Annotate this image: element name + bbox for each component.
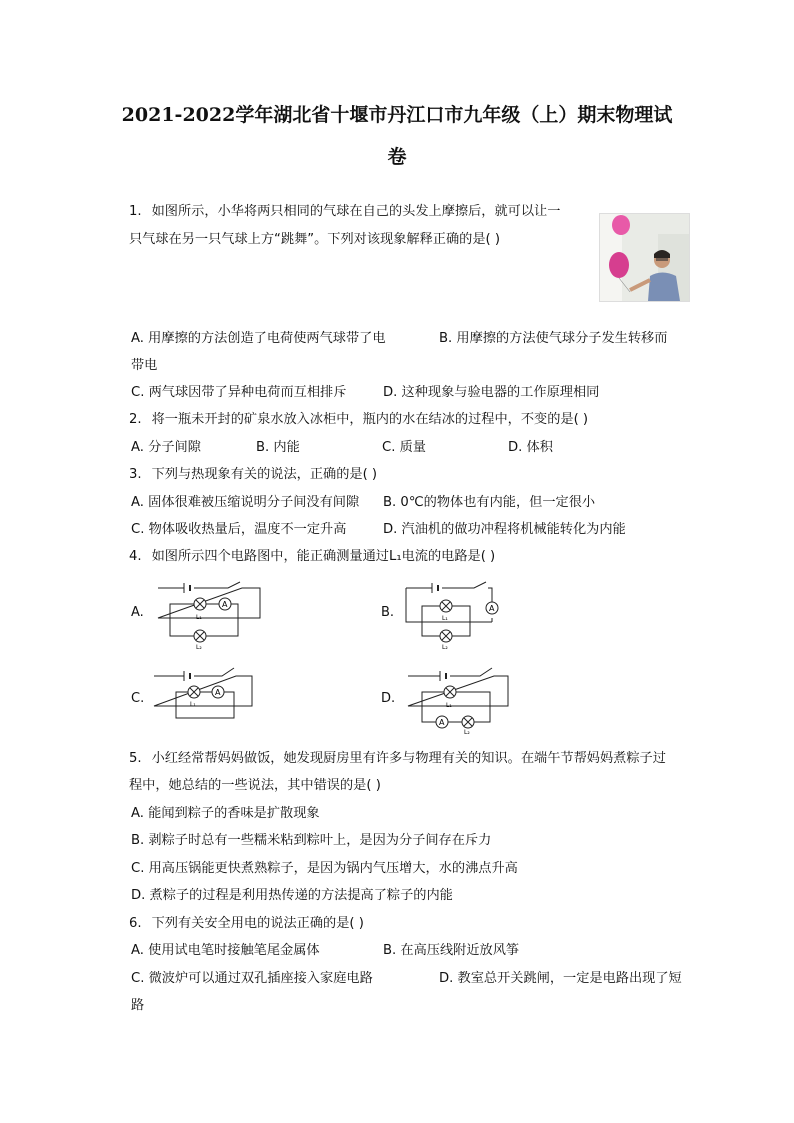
q3-option-d[interactable]: D. 汽油机的做功冲程将机械能转化为内能: [383, 522, 626, 537]
q1-stem-line1: [129, 203, 560, 221]
circuit-diagram-b[interactable]: [400, 578, 510, 650]
q6-option-b[interactable]: B. 在高压线附近放风筝: [383, 943, 520, 958]
circuit-diagram-c[interactable]: [150, 662, 260, 722]
balloon-photo: [599, 213, 690, 302]
q4-option-a-label[interactable]: A.: [131, 605, 144, 620]
circuit-diagram-a[interactable]: [150, 578, 265, 650]
q5-text-1: 小红经常帮妈妈做饭，她发现厨房里有许多与物理有关的知识。在端午节帮妈妈煮粽子过: [151, 751, 666, 766]
q1-stem-line2: 只气球在另一只气球上方“跳舞”。下列对该现象解释正确的是( ): [129, 232, 501, 247]
q4-stem: [129, 548, 495, 566]
q2-option-c[interactable]: C. 质量: [382, 440, 426, 455]
circuit-c-lamp1: L₁: [190, 701, 196, 708]
q5-number: 5.: [129, 751, 142, 766]
q4-text: 如图所示四个电路图中，能正确测量通过L₁电流的电路是( ): [151, 549, 496, 564]
q5-stem-line1: [129, 750, 666, 768]
circuit-a-lamp2: L₂: [196, 644, 202, 650]
q5-option-d[interactable]: D. 煮粽子的过程是利用热传递的方法提高了粽子的内能: [131, 888, 453, 903]
q5-option-c[interactable]: C. 用高压锅能更快煮熟粽子，是因为锅内气压增大，水的沸点升高: [131, 861, 518, 876]
q3-option-a[interactable]: A. 固体很难被压缩说明分子间没有间隙: [131, 495, 360, 510]
q4-option-d-label[interactable]: D.: [381, 691, 396, 706]
q6-number: 6.: [129, 916, 142, 931]
q3-number: 3.: [129, 467, 142, 482]
q3-text: 下列与热现象有关的说法，正确的是( ): [151, 467, 378, 482]
q4-number: 4.: [129, 549, 142, 564]
q2-option-a[interactable]: A. 分子间隙: [131, 440, 201, 455]
q5-option-a[interactable]: A. 能闻到粽子的香味是扩散现象: [131, 806, 320, 821]
q3-stem: [129, 466, 377, 484]
circuit-c-ammeter: A: [215, 688, 221, 697]
exam-title-line2: 卷: [387, 146, 407, 168]
q3-option-c[interactable]: C. 物体吸收热量后，温度不一定升高: [131, 522, 347, 537]
circuit-b-lamp1: L₁: [442, 615, 448, 622]
q4-option-b-label[interactable]: B.: [381, 605, 395, 620]
q4-option-c-label[interactable]: C.: [131, 691, 145, 706]
q1-option-c[interactable]: C. 两气球因带了异种电荷而互相排斥: [131, 385, 347, 400]
q2-text: 将一瓶未开封的矿泉水放入冰柜中，瓶内的水在结冰的过程中，不变的是( ): [151, 412, 589, 427]
q6-option-d-cont: 路: [131, 998, 145, 1013]
q6-stem: [129, 915, 364, 933]
q6-option-d[interactable]: D. 教室总开关跳闸，一定是电路出现了短: [439, 971, 682, 986]
circuit-a-ammeter: A: [222, 600, 228, 609]
q1-option-b[interactable]: B. 用摩擦的方法使气球分子发生转移而: [439, 331, 668, 346]
q3-option-b[interactable]: B. 0℃的物体也有内能，但一定很小: [383, 495, 596, 510]
q1-text-1: 如图所示，小华将两只相同的气球在自己的头发上摩擦后，就可以让一: [151, 204, 561, 219]
q2-stem: [129, 411, 588, 429]
q2-option-d[interactable]: D. 体积: [508, 440, 553, 455]
circuit-d-lamp1: L₁: [446, 702, 452, 709]
exam-title-line1: 2021-2022学年湖北省十堰市丹江口市九年级（上）期末物理试: [121, 104, 673, 126]
circuit-a-lamp1: L₁: [196, 614, 202, 621]
q5-option-b[interactable]: B. 剥粽子时总有一些糯米粘到粽叶上，是因为分子间存在斥力: [131, 833, 492, 848]
q1-number: 1.: [129, 204, 142, 219]
q2-number: 2.: [129, 412, 142, 427]
circuit-b-lamp2: L₂: [442, 644, 448, 650]
q5-stem-line2: 程中，她总结的一些说法，其中错误的是( ): [129, 778, 381, 793]
q1-option-b-cont: 带电: [131, 358, 158, 373]
q1-option-a[interactable]: A. 用摩擦的方法创造了电荷使两气球带了电: [131, 331, 386, 346]
q1-option-d[interactable]: D. 这种现象与验电器的工作原理相同: [383, 385, 600, 400]
q6-option-c[interactable]: C. 微波炉可以通过双孔插座接入家庭电路: [131, 971, 373, 986]
q2-option-b[interactable]: B. 内能: [256, 440, 300, 455]
circuit-b-ammeter: A: [489, 604, 495, 613]
q6-option-a[interactable]: A. 使用试电笔时接触笔尾金属体: [131, 943, 320, 958]
q6-text: 下列有关安全用电的说法正确的是( ): [151, 916, 364, 931]
circuit-d-lamp2: L₂: [464, 729, 470, 734]
circuit-diagram-d[interactable]: [400, 662, 515, 734]
circuit-d-ammeter: A: [439, 718, 445, 727]
